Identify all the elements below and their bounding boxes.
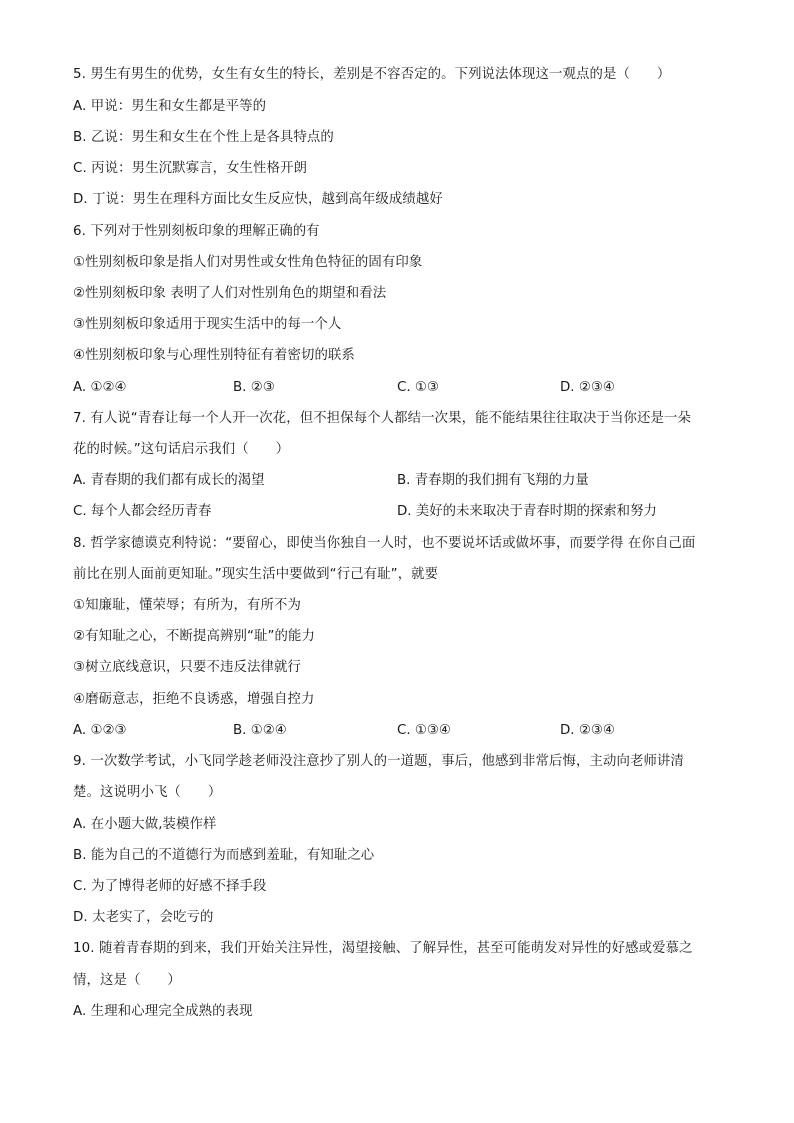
- question-8-statement-2: ②有知耻之心，不断提高辨别“耻”的能力: [73, 629, 316, 644]
- question-6-option-b: B. ②③: [233, 380, 275, 395]
- question-6-option-d: D. ②③④: [560, 380, 615, 395]
- question-6-statement-2: ②性别刻板印象 表明了人们对性别角色的期望和看法: [73, 286, 387, 301]
- question-7-option-c: C. 每个人都会经历青春: [73, 504, 212, 519]
- question-6-options: [73, 378, 733, 398]
- question-5-option-d: D. 丁说：男生在理科方面比女生反应快，越到高年级成绩越好: [73, 192, 443, 207]
- question-9-option-a: A. 在小题大做,装模作样: [73, 817, 217, 832]
- question-9-stem-line-2: 楚。这说明小飞（ ）: [73, 785, 222, 800]
- question-8-option-a: A. ①②③: [73, 723, 127, 738]
- question-5-option-a: A. 甲说：男生和女生都是平等的: [73, 99, 267, 114]
- question-7-stem-line-1: 7. 有人说“青春让每一个人开一次花，但不担保每个人都结一次果，能不能结果往往取决于当你还是一朵: [73, 411, 691, 426]
- question-8-options: [73, 721, 733, 741]
- question-10-option-a: A. 生理和心理完全成熟的表现: [73, 1004, 253, 1019]
- question-7-options-row-1: [73, 471, 733, 491]
- question-8-option-b: B. ①②④: [233, 723, 287, 738]
- question-9-option-c: C. 为了博得老师的好感不择手段: [73, 879, 267, 894]
- question-10-stem-line-2: 情，这是（ ）: [73, 973, 181, 988]
- question-6-statement-3: ③性别刻板印象适用于现实生活中的每一个人: [73, 317, 342, 332]
- question-6-option-a: A. ①②④: [73, 380, 127, 395]
- question-8-option-d: D. ②③④: [560, 723, 615, 738]
- question-8-statement-1: ①知廉耻，懂荣辱；有所为，有所不为: [73, 598, 301, 613]
- question-9-stem-line-1: 9. 一次数学考试，小飞同学趁老师没注意抄了别人的一道题，事后，他感到非常后悔，主动向老师讲清: [73, 754, 684, 769]
- question-5-option-c: C. 丙说：男生沉默寡言，女生性格开朗: [73, 161, 308, 176]
- question-6-statement-4: ④性别刻板印象与心理性别特征有着密切的联系: [73, 348, 355, 363]
- question-5-option-b: B. 乙说：男生和女生在个性上是各具特点的: [73, 130, 334, 145]
- question-7-stem-line-2: 花的时候。”这句话启示我们（ ）: [73, 442, 290, 457]
- question-6-stem: 6. 下列对于性别刻板印象的理解正确的有: [73, 224, 320, 239]
- question-8-stem-line-1: 8. 哲学家德谟克利特说：“要留心，即使当你独自一人时，也不要说坏话或做坏事，而要学得 在你自己面: [73, 536, 696, 551]
- question-7-option-b: B. 青春期的我们拥有飞翔的力量: [397, 473, 589, 488]
- question-8-option-c: C. ①③④: [397, 723, 451, 738]
- question-5-stem: 5. 男生有男生的优势，女生有女生的特长，差别是不容否定的。下列说法体现这一观点的是（ ）: [73, 67, 671, 82]
- question-8-stem-line-2: 前比在别人面前更知耻。”现实生活中要做到“行己有耻”，就要: [73, 567, 439, 582]
- question-7-option-a: A. 青春期的我们都有成长的渴望: [73, 473, 265, 488]
- question-10-stem-line-1: 10. 随着青春期的到来，我们开始关注异性，渴望接触、了解异性，甚至可能萌发对异性的好感或爱慕之: [73, 941, 693, 956]
- question-9-option-d: D. 太老实了，会吃亏的: [73, 910, 214, 925]
- question-9-option-b: B. 能为自己的不道德行为而感到羞耻，有知耻之心: [73, 848, 375, 863]
- question-7-options-row-2: [73, 502, 733, 522]
- question-7-option-d: D. 美好的未来取决于青春时期的探索和努力: [397, 504, 657, 519]
- question-6-statement-1: ①性别刻板印象是指人们对男性或女性角色特征的固有印象: [73, 255, 423, 270]
- question-8-statement-4: ④磨砺意志，拒绝不良诱惑，增强自控力: [73, 692, 315, 707]
- question-8-statement-3: ③树立底线意识，只要不违反法律就行: [73, 660, 301, 675]
- question-6-option-c: C. ①③: [397, 380, 439, 395]
